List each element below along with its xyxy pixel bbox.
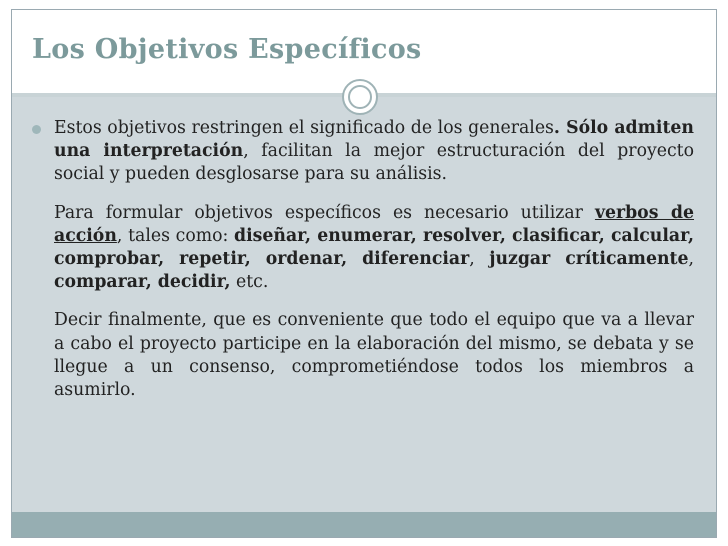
p2-verbs-list-1: diseñar, enumerar, resolver, clasificar, calcular, comprobar, repetir, ordenar, diferenciar — [54, 225, 694, 270]
body-text — [54, 117, 694, 417]
circle-ornament-inner — [348, 85, 372, 109]
footer-band — [12, 512, 716, 537]
p2-comma-2: , — [688, 249, 694, 270]
p2-text-2: , tales como: — [116, 225, 235, 246]
slide-title: Los Objetivos Específicos — [32, 34, 422, 65]
p2-verbs-list-3: comparar, decidir, — [54, 272, 231, 293]
p1-period: . — [553, 118, 560, 138]
p1-text-1: Estos objetivos restringen el significado de los generales — [54, 118, 554, 138]
round-bullet-icon — [32, 125, 41, 134]
p2-text-end: etc. — [230, 272, 269, 293]
p2-comma-1: , — [469, 249, 490, 270]
paragraph-2 — [54, 202, 694, 295]
p1-bold-phrase: Sólo admiten una interpretación — [54, 118, 694, 162]
p2-verbs-list-2: juzgar críticamente — [489, 249, 689, 270]
p2-text-1: Para formular objetivos específicos es necesario utilizar — [54, 202, 595, 223]
paragraph-1 — [54, 117, 694, 187]
p1-text-2: , facilitan la mejor estructuración del proyecto social y pueden desglosarse para su análisis. — [54, 141, 694, 185]
p3-text: Decir finalmente, que es conveniente que todo el equipo que va a llevar a cabo el proyecto participe en la elaboración del mismo, se debata y se llegue a un consenso, comprometiéndose todos los miembros a asumirlo. — [54, 310, 694, 401]
paragraph-3 — [54, 309, 694, 402]
p2-verbs-underline: verbos de acción — [54, 202, 695, 246]
circle-ornament-icon — [342, 79, 378, 115]
